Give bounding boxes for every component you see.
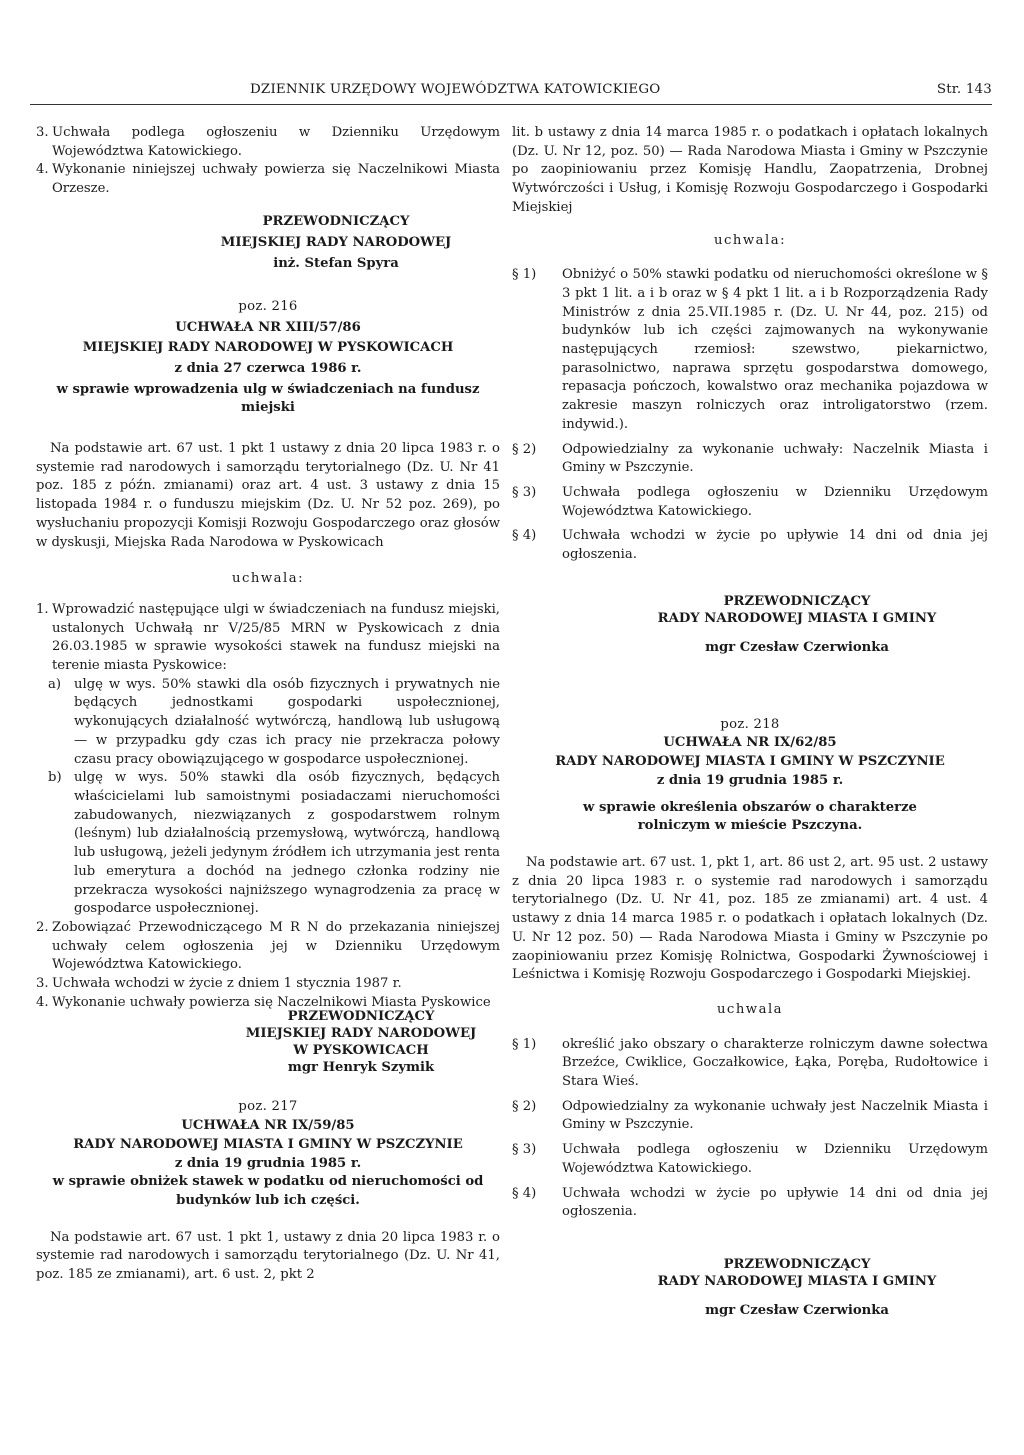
section-1: § 1) określić jako obszary o charakterze rolniczym dawne sołectwa Brzeźce, Cwiklice, Goczałkowice, Łąka, Poręba, Rudołtowice i Stara Wieś. <box>512 1036 988 1090</box>
section-3: § 3) Uchwała podlega ogłoszeniu w Dzienniku Urzędowym Województwa Katowickiego. <box>512 1142 988 1176</box>
resolution-subject: w sprawie wprowadzenia ulg w świadczeniach na fundusz miejski <box>56 381 480 416</box>
position-number: poz. 216 <box>238 298 298 314</box>
item-4: 4. Wykonanie niniejszej uchwały powierza się Naczelnikowi Miasta Orzesze. <box>36 162 500 197</box>
position-number: poz. 218 <box>720 716 780 732</box>
header-rule <box>30 104 992 105</box>
item-3: 3. Uchwała podlega ogłoszeniu w Dzienniku Urzędowym Województwa Katowickiego. <box>36 125 500 159</box>
journal-title: DZIENNIK URZĘDOWY WOJEWÓDZTWA KATOWICKIEGO <box>250 82 661 97</box>
resolution-title: UCHWAŁA NR XIII/57/86 <box>175 319 361 335</box>
resolves-heading: uchwala: <box>713 232 787 248</box>
resolution-subject: w sprawie określenia obszarów o charakterze rolniczym w mieście Pszczyna. <box>583 799 917 834</box>
issuing-body: RADY NARODOWEJ MIASTA I GMINY W PSZCZYNIE <box>73 1136 463 1152</box>
preamble: Na podstawie art. 67 ust. 1 pkt 1, ustawy z dnia 20 lipca 1983 r. o systemie rad narodowych i samorządu terytorialnego (Dz. U. Nr 41, poz. 185 ze zmianami), art. 6 ust. 2, pkt 2 <box>36 1229 500 1283</box>
point-a: a) ulgę w wys. 50% stawki dla osób fizycznych i prywatnych nie będących jednostkami gospodarki uspołecznionej, wykonujących działalność wytwórczą, handlową lub usługową — w przypadku gdy czas ich pracy nie przekracza połowy czasu pracy obowiązującego w gospodarce uspołecznionej. <box>48 676 500 767</box>
preamble: Na podstawie art. 67 ust. 1, pkt 1, art. 86 ust 2, art. 95 ust. 2 ustawy z dnia 20 lipca 1983 r. o systemie rad narodowych i samorządu terytorialnego (Dz. U. Nr 41, poz. 185 ze zmianami) art. 4 ust. 4 ustawy z dnia 14 marca 1985 r. o podatkach i opłatach lokalnych (Dz. U. Nr 12 poz. 50) — Rada Narodowa Miasta i Gminy w Pszczynie po zaopiniowaniu przez Komisję Rolnictwa, Gospodarki Żywnościowej i Leśnictwa i Komisję Rozwoju Gospodarczego i Gospodarki Miejskiej. <box>512 854 988 983</box>
right-column <box>512 124 988 1319</box>
paragraph-1: 1. Wprowadzić następujące ulgi w świadczeniach na fundusz miejski, ustalonych Uchwałą nr V/25/85 MRN w Pyskowicach z dnia 26.03.1985 w sprawie wysokości stawek na fundusz miejski na terenie miasta Pyskowice: <box>36 601 500 674</box>
resolution-date: z dnia 27 czerwca 1986 r. <box>174 360 362 376</box>
resolves-heading: uchwala: <box>231 571 305 587</box>
resolves-heading: uchwala <box>716 1001 784 1017</box>
paragraph-4: 4. Wykonanie uchwały powierza się Naczelnikowi Miasta Pyskowice <box>36 994 491 1010</box>
issuing-body: MIEJSKIEJ RADY NARODOWEJ W PYSKOWICACH <box>82 340 454 356</box>
preamble-continued: lit. b ustawy z dnia 14 marca 1985 r. o podatkach i opłatach lokalnych (Dz. U. Nr 12, poz. 50) — Rada Narodowa Miasta i Gminy w Pszczynie po zaopiniowaniu przez Komisję Handlu, Zaopatrzenia, Drobnej Wytwórczości i Usług, i Komisję Rozwoju Gospodarczego i Gospodarki Miejskiej <box>512 125 988 215</box>
position-number: poz. 217 <box>238 1099 298 1115</box>
resolution-date: z dnia 19 grudnia 1985 r. <box>656 772 844 788</box>
paragraph-3: 3. Uchwała wchodzi w życie z dniem 1 stycznia 1987 r. <box>36 976 402 992</box>
section-2: § 2) Odpowiedzialny za wykonanie uchwały jest Naczelnik Miasta i Gminy w Pszczynie. <box>512 1098 988 1133</box>
section-1: § 1) Obniżyć o 50% stawki podatku od nieruchomości określone w § 3 pkt 1 lit. a i b oraz w § 4 pkt 1 lit. a i b Rozporządzenia Rady Ministrów z dnia 25.VII.1985 r. (Dz. U. Nr 44, poz. 215) od budynków lub ich części zajmowanych na wykonywanie następujących rzemiosł: szewstwo, piekarnictwo, parasolnictwo, naprawa sprzętu gospodarstwa domowego, repasacja pończoch, kowalstwo oraz mechanika pojazdowa w zakresie maszyn rolniczych oraz introligatorstwo (rzem. indywid.). <box>512 267 988 432</box>
signature-block-pszczyna-217: PRZEWODNICZĄCY RADY NARODOWEJ MIASTA I GMINY mgr Czesław Czerwionka <box>657 593 937 655</box>
issuing-body: RADY NARODOWEJ MIASTA I GMINY W PSZCZYNIE <box>555 754 945 770</box>
section-3: § 3) Uchwała podlega ogłoszeniu w Dzienniku Urzędowym Województwa Katowickiego. <box>512 484 988 519</box>
signature-block-pyskowice: PRZEWODNICZĄCY MIEJSKIEJ RADY NARODOWEJ W PYSKOWICACH mgr Henryk Szymik <box>245 1009 477 1076</box>
sections-218 <box>512 1036 988 1222</box>
preamble: Na podstawie art. 67 ust. 1 pkt 1 ustawy z dnia 20 lipca 1983 r. o systemie rad narodowych i samorządu terytorialnego (Dz. U. Nr 41 poz. 185 z późn. zmianami) oraz art. 4 ust. 3 ustawy z dnia 15 listopada 1984 r. o funduszu miejskim (Dz. U. Nr 52 poz. 269), po wysłuchaniu propozycji Komisji Rozwoju Gospodarczego oraz głosów w dyskusji, Miejska Rada Narodowa w Pyskowicach <box>36 441 500 550</box>
signature-block-pszczyna-218: PRZEWODNICZĄCY RADY NARODOWEJ MIASTA I GMINY mgr Czesław Czerwionka <box>657 1256 937 1318</box>
resolution-title: UCHWAŁA NR IX/62/85 <box>663 735 837 751</box>
left-column <box>36 124 500 1285</box>
section-4: § 4) Uchwała wchodzi w życie po upływie 14 dni od dnia jej ogłoszenia. <box>512 1185 988 1220</box>
page-number: Str. 143 <box>936 82 992 97</box>
section-4: § 4) Uchwała wchodzi w życie po upływie 14 dni od dnia jej ogłoszenia. <box>512 528 988 563</box>
resolution-date: z dnia 19 grudnia 1985 r. <box>174 1155 362 1171</box>
section-2: § 2) Odpowiedzialny za wykonanie uchwały: Naczelnik Miasta i Gminy w Pszczynie. <box>512 441 988 476</box>
sections-217 <box>512 266 988 565</box>
paragraph-2: 2. Zobowiązać Przewodniczącego M R N do przekazania niniejszej uchwały celem ogłoszenia jej w Dzienniku Urzędowym Województwa Katowickiego. <box>36 919 500 973</box>
resolution-subject: w sprawie obniżek stawek w podatku od nieruchomości od budynków lub ich części. <box>52 1174 484 1208</box>
document-216 <box>36 298 500 1077</box>
signature-block-orzesze: PRZEWODNICZĄCY MIEJSKIEJ RADY NARODOWEJ inż. Stefan Spyra <box>220 213 452 271</box>
document-217 <box>36 1098 500 1284</box>
resolution-title: UCHWAŁA NR IX/59/85 <box>181 1118 355 1134</box>
point-b: b) ulgę w wys. 50% stawki dla osób fizycznych, będących właścicielami lub samoistnymi posiadaczami nieruchomości zabudowanych, niezwiązanych z gospodarstwem rolnym (leśnym) lub działalnością przemysłową, wytwórczą, handlową lub usługową, jeżeli jedynym źródłem ich utrzymania jest renta lub emerytura a dochód na jednego członka rodziny nie przekracza wysokości najniższego wynagrodzenia za pracę w gospodarce uspołecznionej. <box>48 770 500 917</box>
document-218 <box>512 716 988 1319</box>
